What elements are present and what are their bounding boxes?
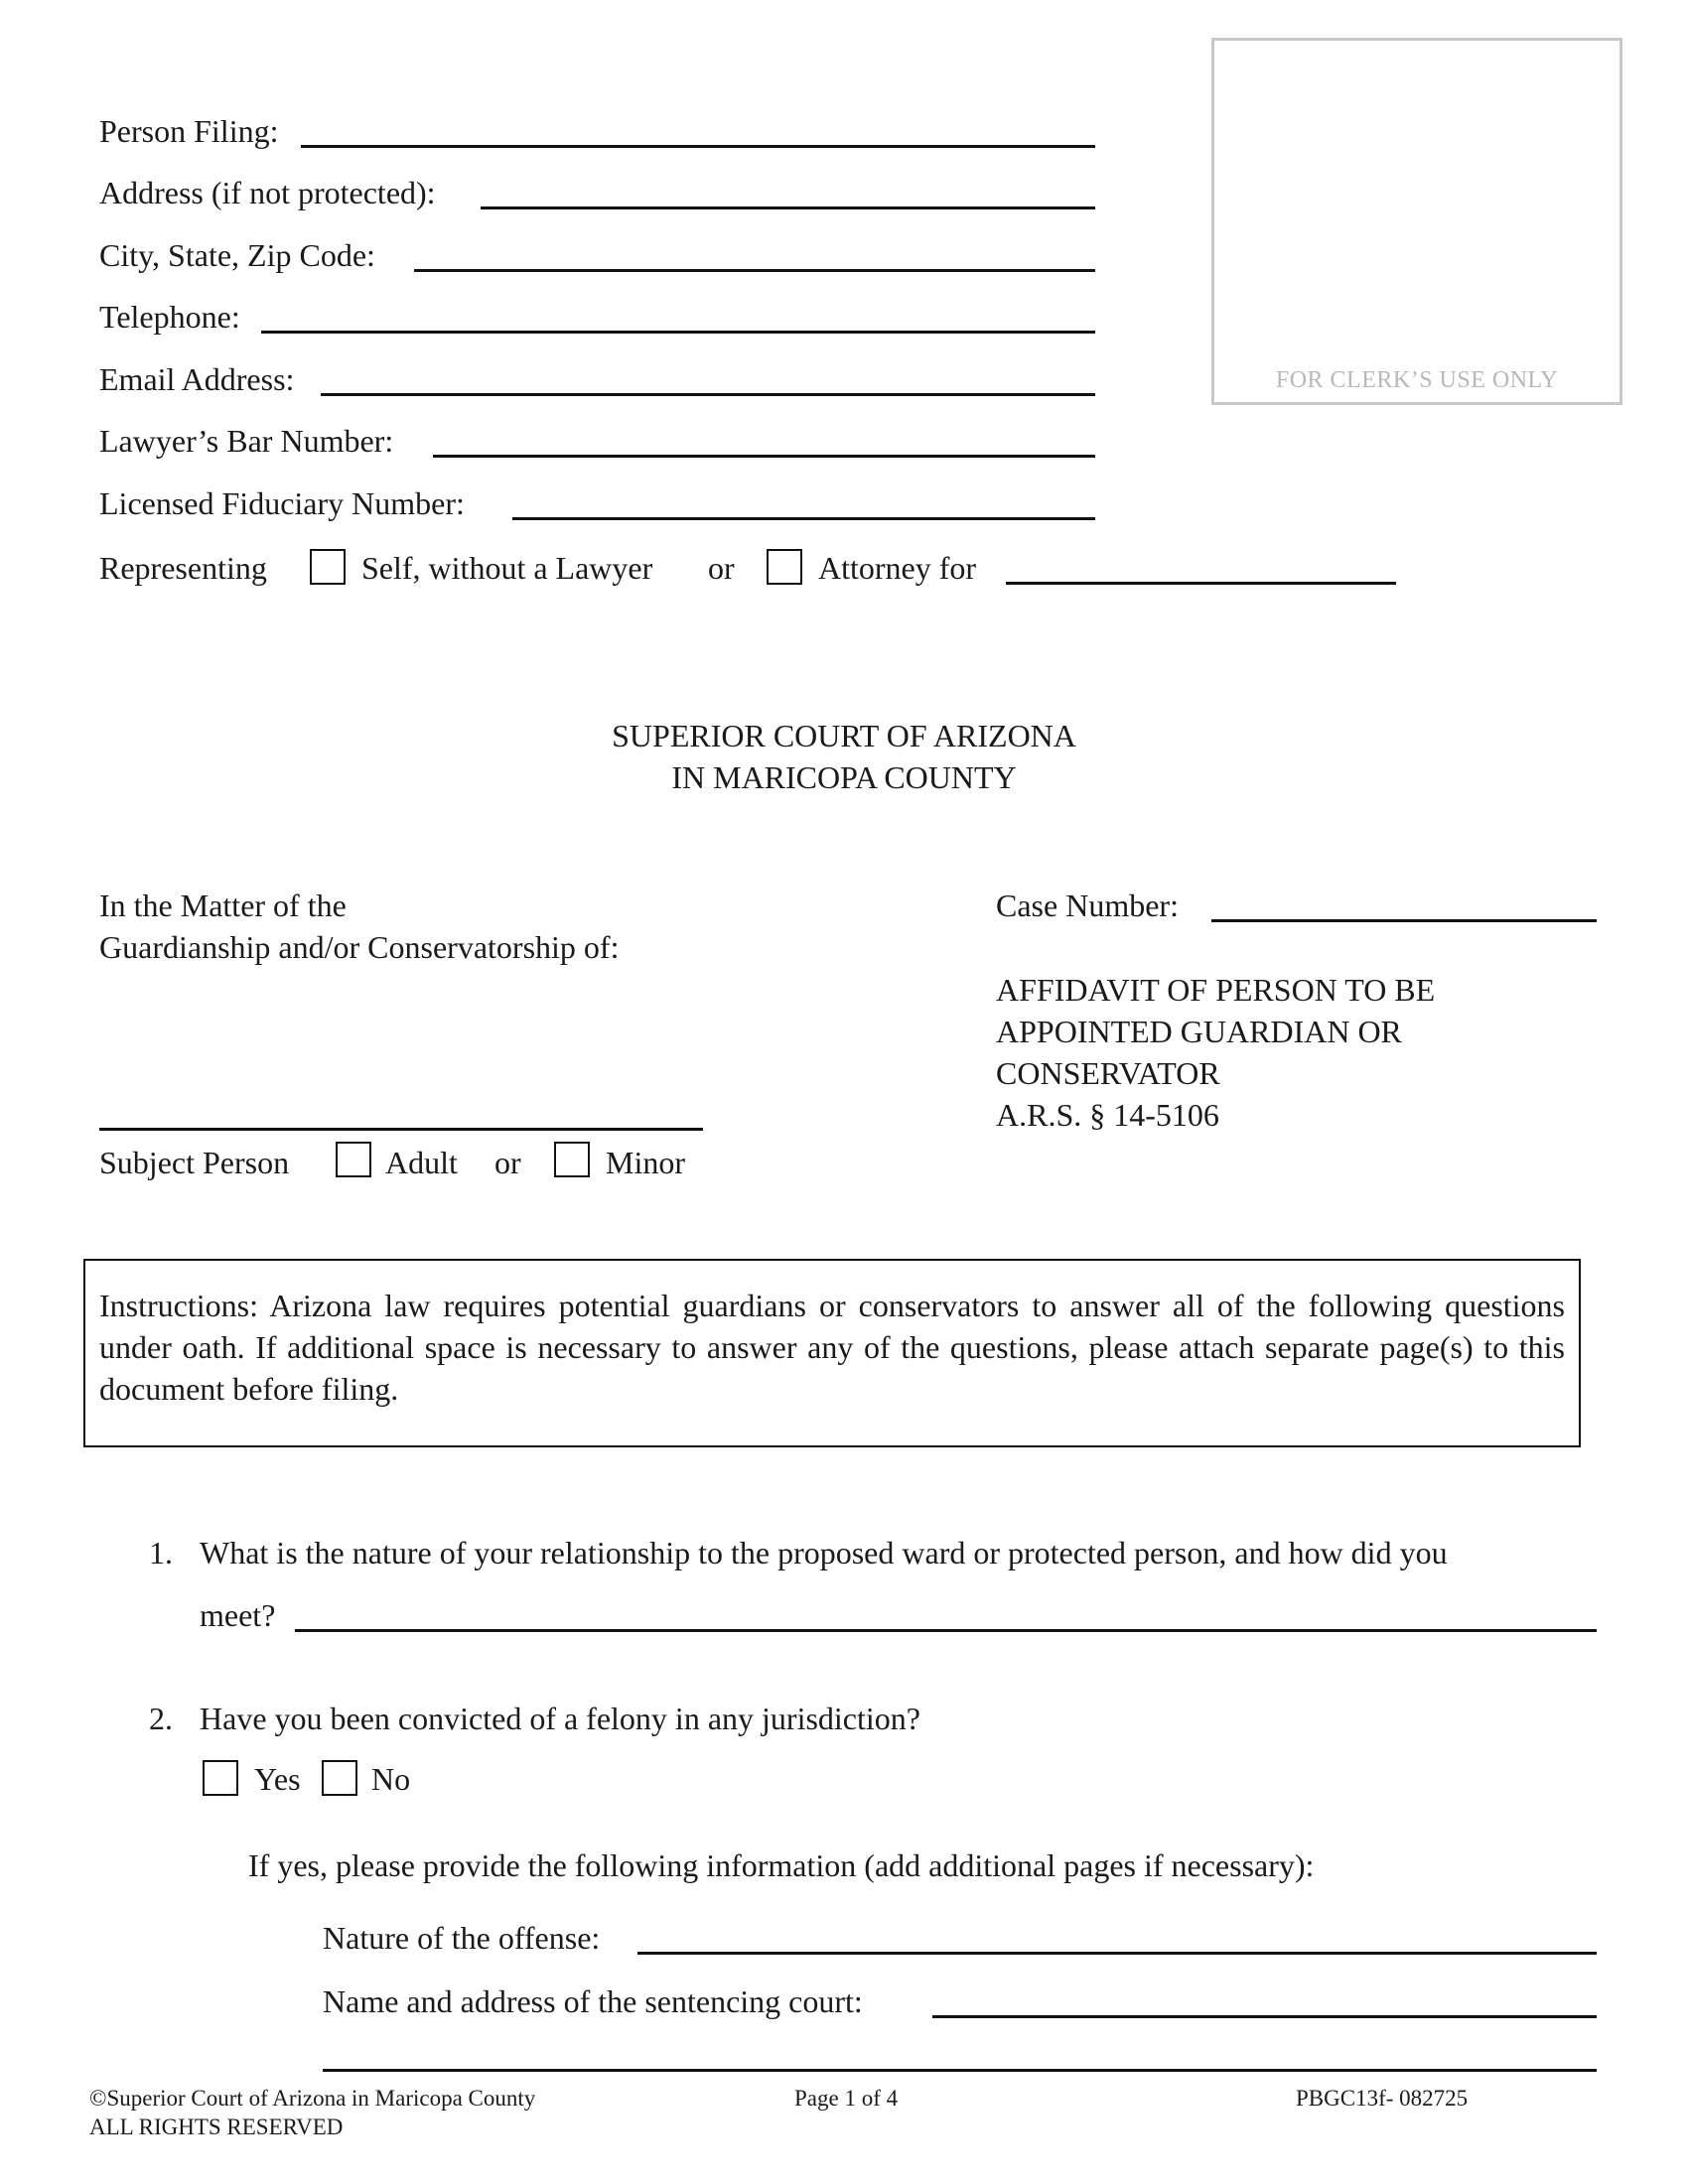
footer-form-code: PBGC13f- 082725 <box>1296 2086 1469 2111</box>
fiduciary-number-label: Licensed Fiduciary Number: <box>99 485 465 521</box>
email-field[interactable] <box>321 393 1095 396</box>
bar-number-field[interactable] <box>433 455 1095 458</box>
address-field[interactable] <box>481 206 1095 209</box>
felony-no-checkbox[interactable] <box>322 1760 357 1796</box>
attorney-checkbox[interactable] <box>767 549 802 585</box>
attorney-label: Attorney for <box>818 550 977 586</box>
footer-copyright: ©Superior Court of Arizona in Maricopa County <box>89 2086 536 2111</box>
sentencing-court-label: Name and address of the sentencing court: <box>323 1983 863 2019</box>
question-1-number: 1. <box>149 1535 173 1570</box>
subject-person-label: Subject Person <box>99 1145 290 1180</box>
or-text: or <box>708 550 735 586</box>
attorney-for-field[interactable] <box>1006 582 1396 585</box>
minor-label: Minor <box>606 1145 685 1180</box>
adult-checkbox[interactable] <box>336 1142 371 1177</box>
offense-label: Nature of the offense: <box>323 1920 601 1956</box>
affidavit-title-3: CONSERVATOR <box>996 1055 1220 1091</box>
instructions-text: Instructions: Arizona law requires potential guardians or conservators to answer all of the following questions under oath. If additional space is necessary to answer any of the questions, please attach separate page(s) to this document before filing. <box>99 1288 1565 1407</box>
felony-yes-label: Yes <box>254 1761 301 1797</box>
court-county: IN MARICOPA COUNTY <box>671 759 1017 795</box>
minor-checkbox[interactable] <box>554 1142 590 1177</box>
clerk-use-label: FOR CLERK’S USE ONLY <box>1275 367 1559 393</box>
affidavit-title-1: AFFIDAVIT OF PERSON TO BE <box>996 972 1436 1008</box>
footer-rights: ALL RIGHTS RESERVED <box>89 2115 344 2139</box>
clerk-use-box <box>1211 38 1622 405</box>
felony-if-yes-text: If yes, please provide the following information (add additional pages if necessary): <box>248 1847 1315 1883</box>
city-state-zip-label: City, State, Zip Code: <box>99 237 375 273</box>
court-name: SUPERIOR COURT OF ARIZONA <box>612 718 1076 753</box>
fiduciary-number-field[interactable] <box>512 517 1095 520</box>
address-label: Address (if not protected): <box>99 175 436 210</box>
subject-person-name-field[interactable] <box>99 1128 703 1131</box>
matter-line-2: Guardianship and/or Conservatorship of: <box>99 929 620 965</box>
self-label: Self, without a Lawyer <box>361 550 653 586</box>
matter-line-1: In the Matter of the <box>99 887 347 923</box>
subject-or-text: or <box>494 1145 521 1180</box>
representing-label: Representing <box>99 550 267 586</box>
bar-number-label: Lawyer’s Bar Number: <box>99 423 394 459</box>
question-1-answer-field[interactable] <box>295 1629 1597 1632</box>
footer-page-number: Page 1 of 4 <box>794 2086 899 2111</box>
city-state-zip-field[interactable] <box>414 269 1095 272</box>
felony-yes-checkbox[interactable] <box>203 1760 238 1796</box>
sentencing-court-field-line-2[interactable] <box>323 2069 1597 2072</box>
sentencing-court-field[interactable] <box>932 2015 1597 2018</box>
email-label: Email Address: <box>99 361 295 397</box>
adult-label: Adult <box>385 1145 458 1180</box>
question-1-text: What is the nature of your relationship to the proposed ward or protected person, and how did you <box>200 1535 1448 1570</box>
statute-reference: A.R.S. § 14-5106 <box>996 1097 1219 1133</box>
case-number-field[interactable] <box>1211 919 1597 922</box>
self-checkbox[interactable] <box>310 549 346 585</box>
question-2-text: Have you been convicted of a felony in any jurisdiction? <box>200 1701 920 1736</box>
offense-field[interactable] <box>637 1952 1597 1955</box>
instructions-box <box>83 1259 1581 1447</box>
case-number-label: Case Number: <box>996 887 1179 923</box>
telephone-label: Telephone: <box>99 299 240 335</box>
person-filing-field[interactable] <box>301 145 1095 148</box>
question-1-continuation: meet? <box>200 1597 276 1633</box>
affidavit-title-2: APPOINTED GUARDIAN OR <box>996 1014 1402 1049</box>
person-filing-label: Person Filing: <box>99 113 279 149</box>
telephone-field[interactable] <box>261 331 1095 334</box>
felony-no-label: No <box>371 1761 411 1797</box>
question-2-number: 2. <box>149 1701 173 1736</box>
